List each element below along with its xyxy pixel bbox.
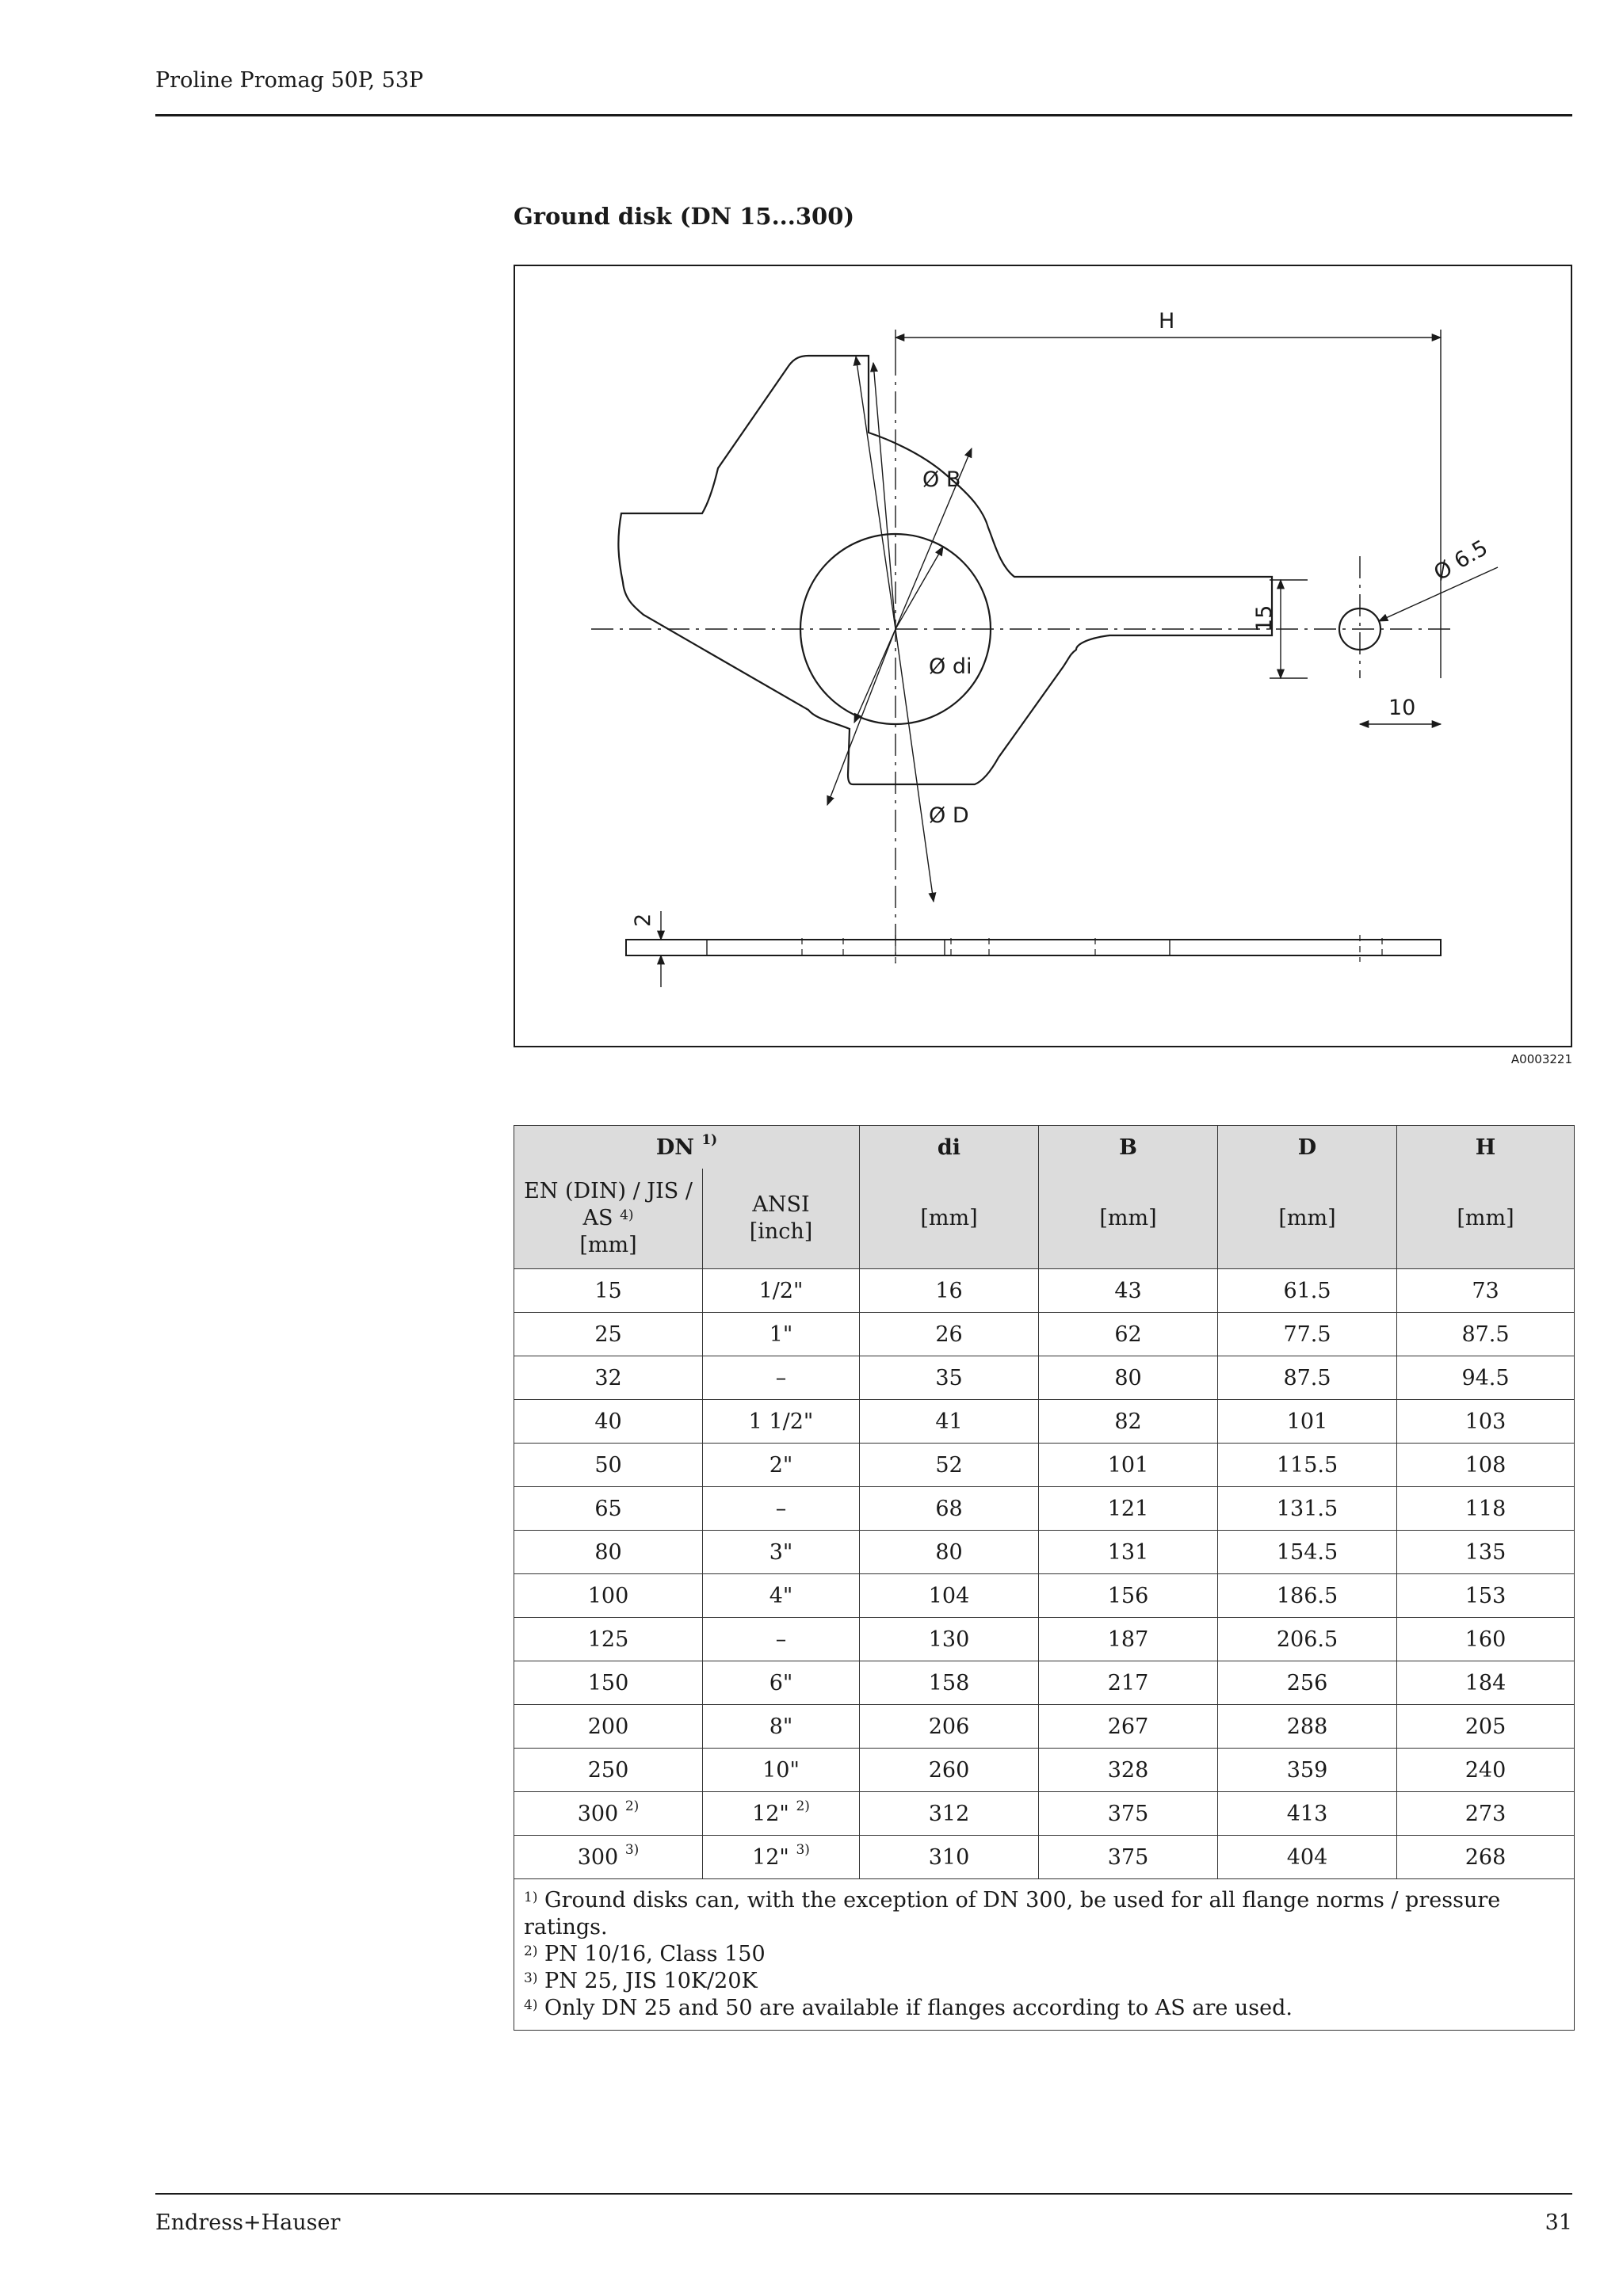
cell-d: 61.5: [1218, 1269, 1397, 1313]
cell-b: 121: [1039, 1487, 1218, 1531]
cell-h: 240: [1397, 1749, 1575, 1792]
table-row: [514, 1836, 1575, 1879]
figure-id: A0003221: [1510, 1052, 1572, 1066]
cell-d: 101: [1218, 1400, 1397, 1444]
cell-di: 52: [860, 1444, 1039, 1487]
cell-dn-ansi: 1": [703, 1313, 860, 1356]
cell-dn-en: 150: [514, 1661, 703, 1705]
table-row: [514, 1749, 1575, 1792]
cell-b: 62: [1039, 1313, 1218, 1356]
cell-dn-ansi: 8": [703, 1705, 860, 1749]
cell-di: 68: [860, 1487, 1039, 1531]
cell-h: 73: [1397, 1269, 1575, 1313]
cell-h: 87.5: [1397, 1313, 1575, 1356]
header-di: di: [860, 1126, 1039, 1169]
table-row: [514, 1574, 1575, 1618]
cell-d: 256: [1218, 1661, 1397, 1705]
label-h: H: [1159, 309, 1175, 334]
cell-d: 115.5: [1218, 1444, 1397, 1487]
unit-b: [mm]: [1039, 1169, 1218, 1269]
cell-dn-en: 80: [514, 1531, 703, 1574]
table-row: [514, 1444, 1575, 1487]
page-number: 31: [1545, 2210, 1572, 2235]
subheader-ansi: ANSI [inch]: [703, 1169, 860, 1269]
cell-b: 187: [1039, 1618, 1218, 1661]
label-dia-d: Ø D: [929, 803, 969, 828]
cell-d: 77.5: [1218, 1313, 1397, 1356]
table-row: [514, 1313, 1575, 1356]
cell-dn-ansi: 1/2": [703, 1269, 860, 1313]
footnote: $^{1)}$ Ground disks can, with the exception of DN 300, be used for all flange norms / pressure ratings.: [524, 1888, 1501, 1939]
footnotes: [514, 1879, 1575, 2031]
cell-dn-en: 300 $^{2)}$: [514, 1792, 703, 1836]
cell-dn-en: 65: [514, 1487, 703, 1531]
cell-b: 217: [1039, 1661, 1218, 1705]
cell-dn-ansi: –: [703, 1487, 860, 1531]
label-hole: Ø 6.5: [1430, 536, 1492, 586]
footnote: $^{4)}$ Only DN 25 and 50 are available if flanges according to AS are used.: [524, 1996, 1293, 2020]
label-10: 10: [1388, 696, 1416, 720]
cell-b: 43: [1039, 1269, 1218, 1313]
cell-b: 267: [1039, 1705, 1218, 1749]
footnote: $^{2)}$ PN 10/16, Class 150: [524, 1942, 766, 1966]
cell-dn-en: 50: [514, 1444, 703, 1487]
cell-b: 328: [1039, 1749, 1218, 1792]
label-dia-di: Ø di: [929, 654, 972, 679]
cell-dn-en: 25: [514, 1313, 703, 1356]
cell-dn-en: 250: [514, 1749, 703, 1792]
cell-dn-ansi: –: [703, 1618, 860, 1661]
header-product: Proline Promag 50P, 53P: [155, 68, 424, 93]
table-row: [514, 1487, 1575, 1531]
cell-dn-ansi: 3": [703, 1531, 860, 1574]
header-b: B: [1039, 1126, 1218, 1169]
cell-dn-en: 15: [514, 1269, 703, 1313]
side-view-plate: [626, 940, 1441, 955]
section-title: Ground disk (DN 15...300): [514, 203, 855, 230]
footnote: $^{3)}$ PN 25, JIS 10K/20K: [524, 1969, 758, 1993]
cell-h: 160: [1397, 1618, 1575, 1661]
cell-di: 16: [860, 1269, 1039, 1313]
table-row: [514, 1356, 1575, 1400]
cell-h: 118: [1397, 1487, 1575, 1531]
cell-b: 375: [1039, 1792, 1218, 1836]
label-2: 2: [631, 913, 655, 927]
header-h: H: [1397, 1126, 1575, 1169]
cell-dn-ansi: 1 1/2": [703, 1400, 860, 1444]
cell-d: 186.5: [1218, 1574, 1397, 1618]
header-rule: [155, 114, 1572, 116]
cell-dn-en: 200: [514, 1705, 703, 1749]
cell-b: 80: [1039, 1356, 1218, 1400]
cell-dn-ansi: 12" $^{3)}$: [703, 1836, 860, 1879]
footer-rule: [155, 2193, 1572, 2195]
footer-brand: Endress+Hauser: [155, 2210, 341, 2235]
cell-di: 35: [860, 1356, 1039, 1400]
unit-d: [mm]: [1218, 1169, 1397, 1269]
cell-di: 41: [860, 1400, 1039, 1444]
dia-d2: [896, 629, 934, 902]
cell-d: 154.5: [1218, 1531, 1397, 1574]
cell-di: 206: [860, 1705, 1039, 1749]
table-row: [514, 1531, 1575, 1574]
cell-di: 310: [860, 1836, 1039, 1879]
cell-d: 359: [1218, 1749, 1397, 1792]
cell-h: 184: [1397, 1661, 1575, 1705]
label-dia-b: Ø B: [922, 467, 961, 492]
cell-d: 131.5: [1218, 1487, 1397, 1531]
cell-dn-en: 32: [514, 1356, 703, 1400]
cell-d: 87.5: [1218, 1356, 1397, 1400]
drawing-svg: [515, 266, 1571, 1046]
cell-dn-ansi: 12" $^{2)}$: [703, 1792, 860, 1836]
cell-d: 206.5: [1218, 1618, 1397, 1661]
cell-di: 260: [860, 1749, 1039, 1792]
cell-dn-en: 125: [514, 1618, 703, 1661]
cell-dn-ansi: –: [703, 1356, 860, 1400]
disk-body: [618, 356, 1272, 784]
table-row: [514, 1618, 1575, 1661]
cell-h: 103: [1397, 1400, 1575, 1444]
cell-d: 288: [1218, 1705, 1397, 1749]
cell-dn-ansi: 6": [703, 1661, 860, 1705]
table-body: [514, 1269, 1575, 1879]
cell-di: 130: [860, 1618, 1039, 1661]
cell-b: 101: [1039, 1444, 1218, 1487]
ground-disk-drawing: [514, 265, 1572, 1047]
cell-dn-en: 40: [514, 1400, 703, 1444]
cell-h: 94.5: [1397, 1356, 1575, 1400]
dimensions-table: [514, 1125, 1575, 2031]
cell-di: 312: [860, 1792, 1039, 1836]
table-row: [514, 1705, 1575, 1749]
cell-dn-ansi: 10": [703, 1749, 860, 1792]
header-d: D: [1218, 1126, 1397, 1169]
cell-d: 404: [1218, 1836, 1397, 1879]
cell-di: 26: [860, 1313, 1039, 1356]
cell-dn-en: 100: [514, 1574, 703, 1618]
dia-di-b: [854, 629, 896, 723]
cell-dn-en: 300 $^{3)}$: [514, 1836, 703, 1879]
cell-h: 135: [1397, 1531, 1575, 1574]
header-dn: DN $^{1)}$: [514, 1126, 860, 1169]
cell-di: 158: [860, 1661, 1039, 1705]
cell-b: 375: [1039, 1836, 1218, 1879]
cell-di: 104: [860, 1574, 1039, 1618]
unit-h: [mm]: [1397, 1169, 1575, 1269]
cell-h: 108: [1397, 1444, 1575, 1487]
cell-dn-ansi: 2": [703, 1444, 860, 1487]
table-row: [514, 1269, 1575, 1313]
cell-di: 80: [860, 1531, 1039, 1574]
cell-dn-ansi: 4": [703, 1574, 860, 1618]
cell-h: 273: [1397, 1792, 1575, 1836]
table-row: [514, 1661, 1575, 1705]
cell-b: 82: [1039, 1400, 1218, 1444]
dia-b3: [827, 629, 896, 805]
unit-di: [mm]: [860, 1169, 1039, 1269]
table-row: [514, 1400, 1575, 1444]
subheader-en: EN (DIN) / JIS / AS $^{4)}$ [mm]: [514, 1169, 703, 1269]
label-15: 15: [1252, 605, 1277, 632]
cell-b: 131: [1039, 1531, 1218, 1574]
cell-h: 268: [1397, 1836, 1575, 1879]
table-row: [514, 1792, 1575, 1836]
cell-d: 413: [1218, 1792, 1397, 1836]
cell-h: 153: [1397, 1574, 1575, 1618]
cell-h: 205: [1397, 1705, 1575, 1749]
cell-b: 156: [1039, 1574, 1218, 1618]
